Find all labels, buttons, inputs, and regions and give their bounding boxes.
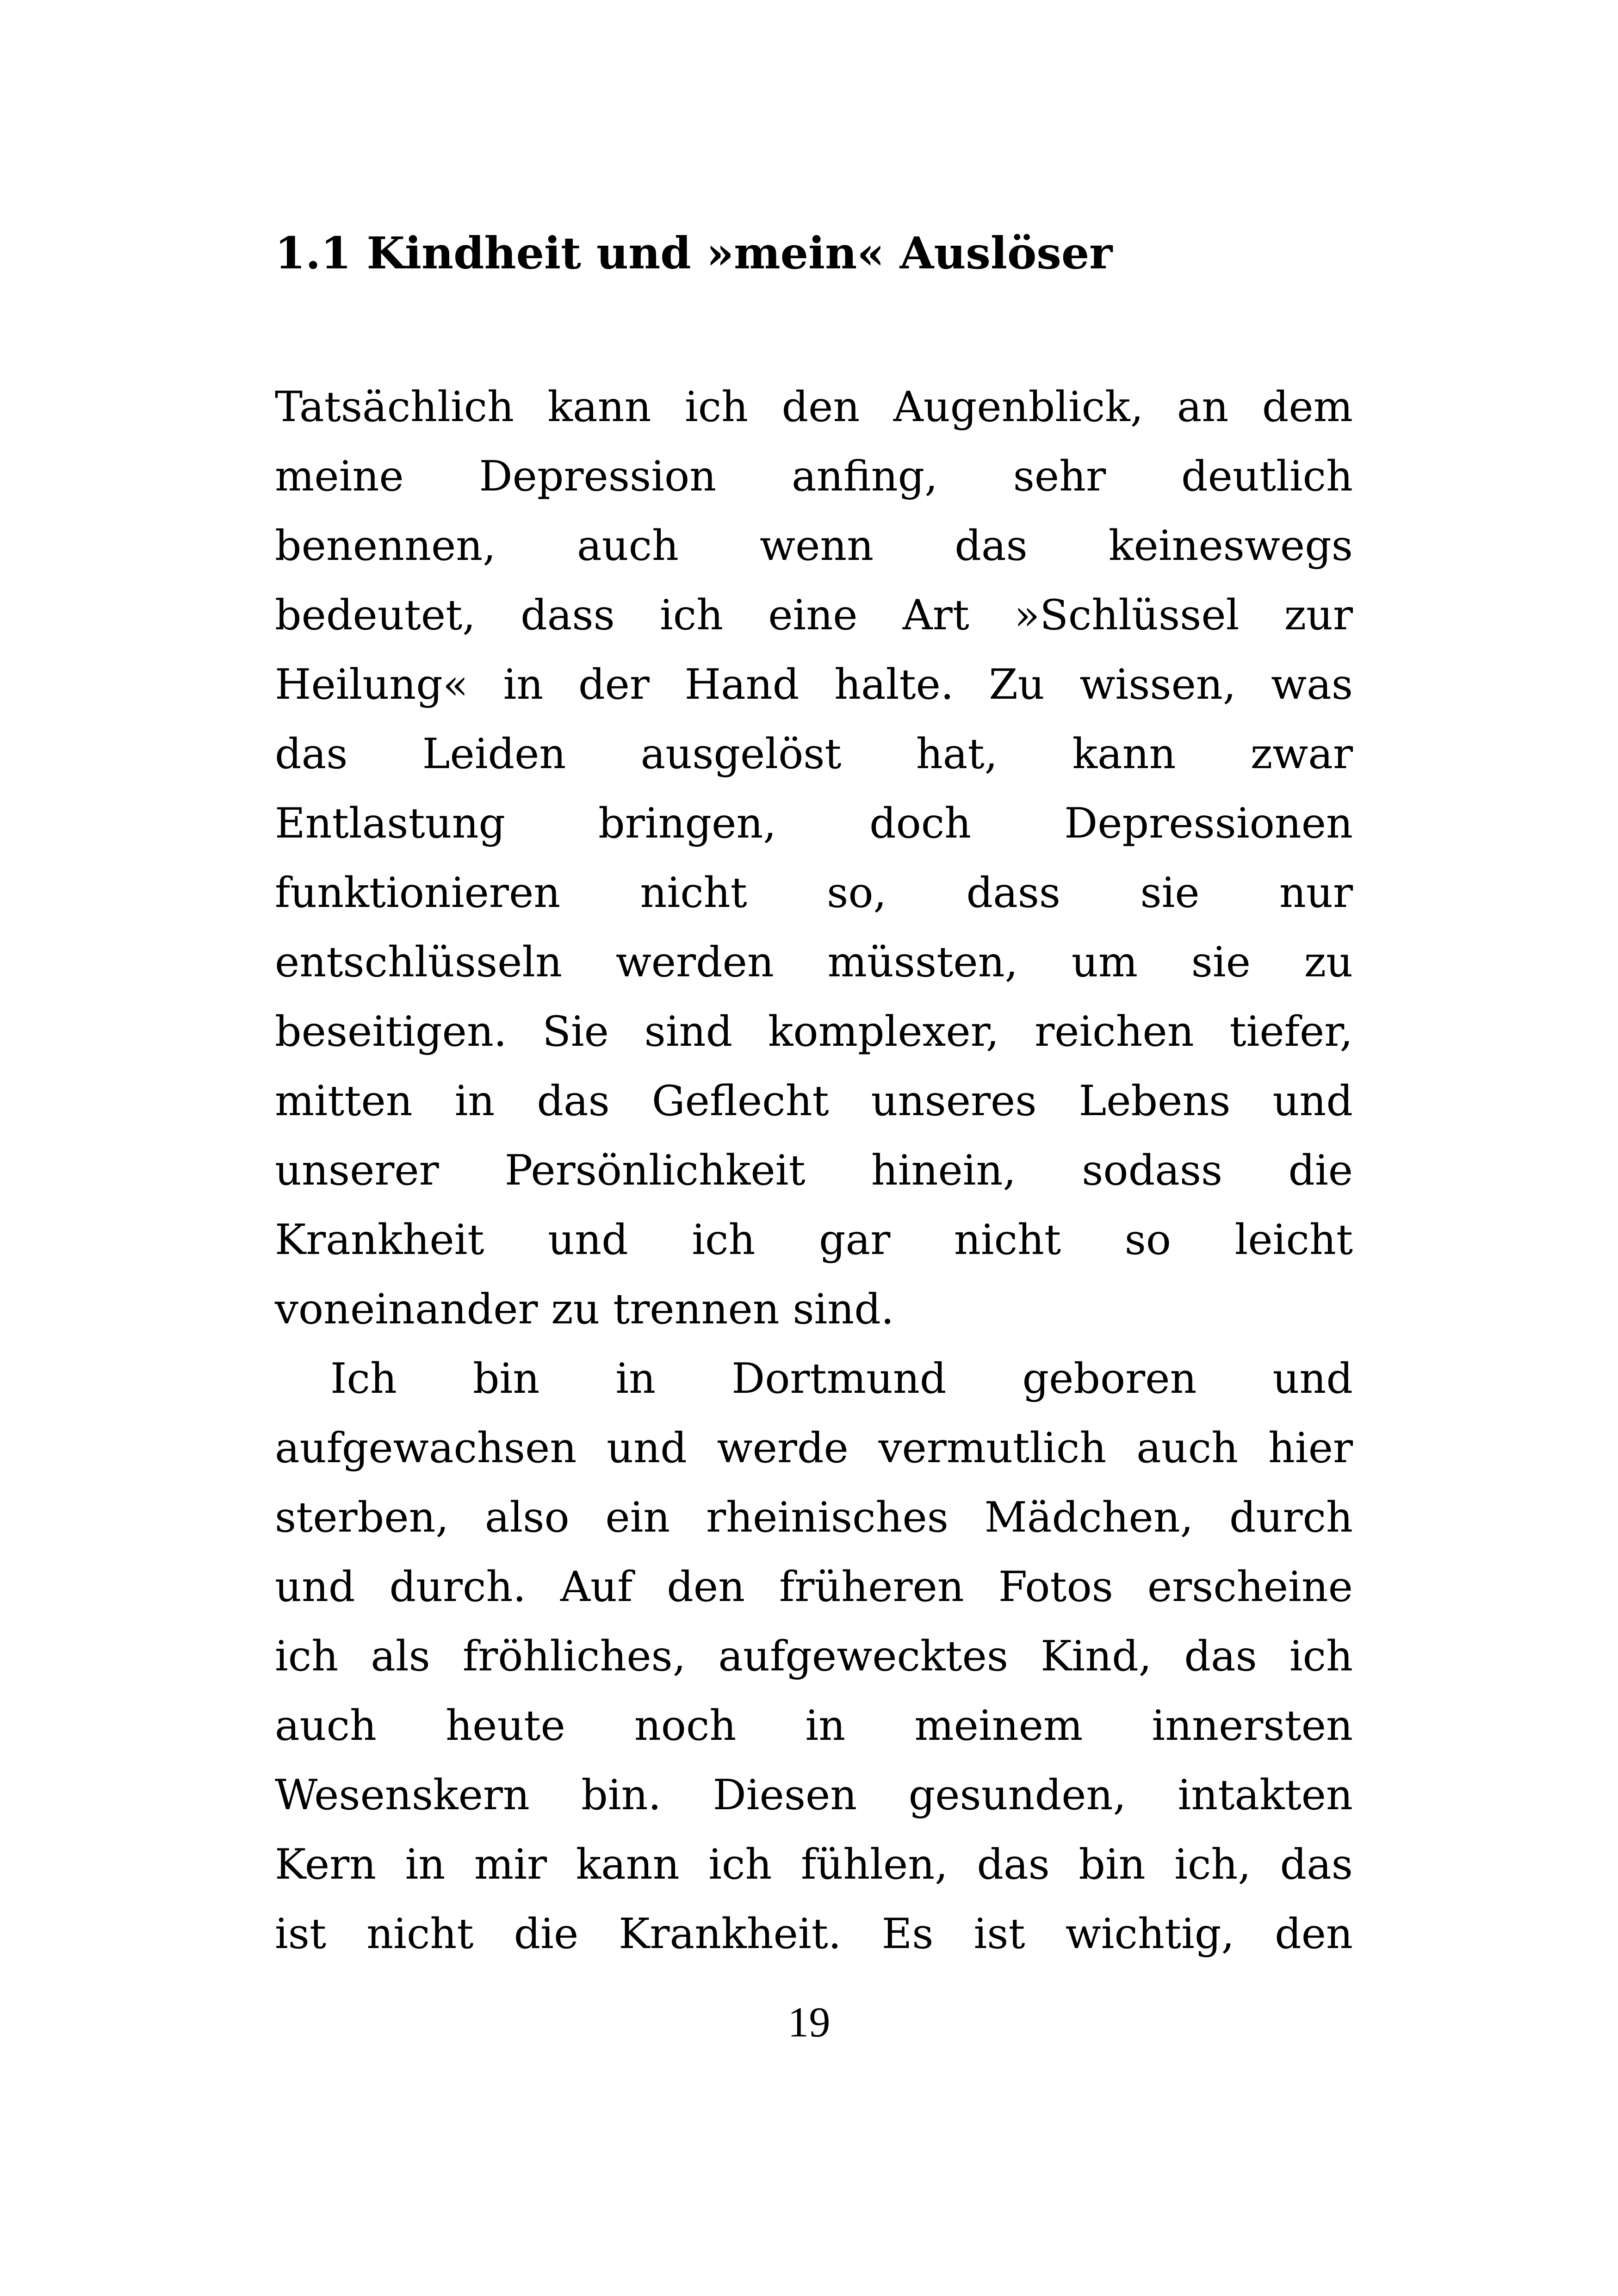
body-text <box>275 372 1353 1969</box>
text-line: meine Depression anfing, sehr deutlich <box>275 452 1353 501</box>
text-line: sterben, also ein rheinisches Mädchen, durch <box>275 1493 1353 1542</box>
text-line: beseitigen. Sie sind komplexer, reichen tiefer, <box>275 1007 1353 1056</box>
text-line: aufgewachsen und werde vermutlich auch hier <box>275 1424 1353 1472</box>
text-line: Krankheit und ich gar nicht so leicht <box>275 1216 1353 1264</box>
text-line: auch heute noch in meinem innersten <box>275 1701 1353 1750</box>
paragraph-end-line: voneinander zu trennen sind. <box>275 1285 894 1334</box>
text-line: mitten in das Geflecht unseres Lebens und <box>275 1077 1353 1125</box>
text-line: ist nicht die Krankheit. Es ist wichtig, den <box>275 1910 1353 1958</box>
text-line: und durch. Auf den früheren Fotos erscheine <box>275 1563 1353 1611</box>
page-number: 19 <box>787 1998 831 2046</box>
paragraph-start-line: Ich bin in Dortmund geboren und <box>330 1354 1353 1403</box>
text-line: Wesenskern bin. Diesen gesunden, intakten <box>275 1771 1353 1819</box>
text-line: unserer Persönlichkeit hinein, sodass die <box>275 1146 1353 1195</box>
text-line: benennen, auch wenn das keineswegs <box>275 521 1353 570</box>
text-line: Heilung« in der Hand halte. Zu wissen, was <box>275 660 1353 709</box>
text-line: Tatsächlich kann ich den Augenblick, an dem <box>275 383 1353 431</box>
text-line: ich als fröhliches, aufgewecktes Kind, das ich <box>275 1632 1353 1681</box>
text-line: das Leiden ausgelöst hat, kann zwar <box>275 730 1353 778</box>
text-line: bedeutet, dass ich eine Art »Schlüssel zur <box>275 591 1353 639</box>
text-line: Kern in mir kann ich fühlen, das bin ich, das <box>275 1840 1353 1889</box>
text-line: funktionieren nicht so, dass sie nur <box>275 869 1353 917</box>
text-line: entschlüsseln werden müssten, um sie zu <box>275 938 1353 987</box>
text-line: Entlastung bringen, doch Depressionen <box>275 799 1353 848</box>
chapter-heading: 1.1 Kindheit und »mein« Auslöser <box>275 228 1113 279</box>
